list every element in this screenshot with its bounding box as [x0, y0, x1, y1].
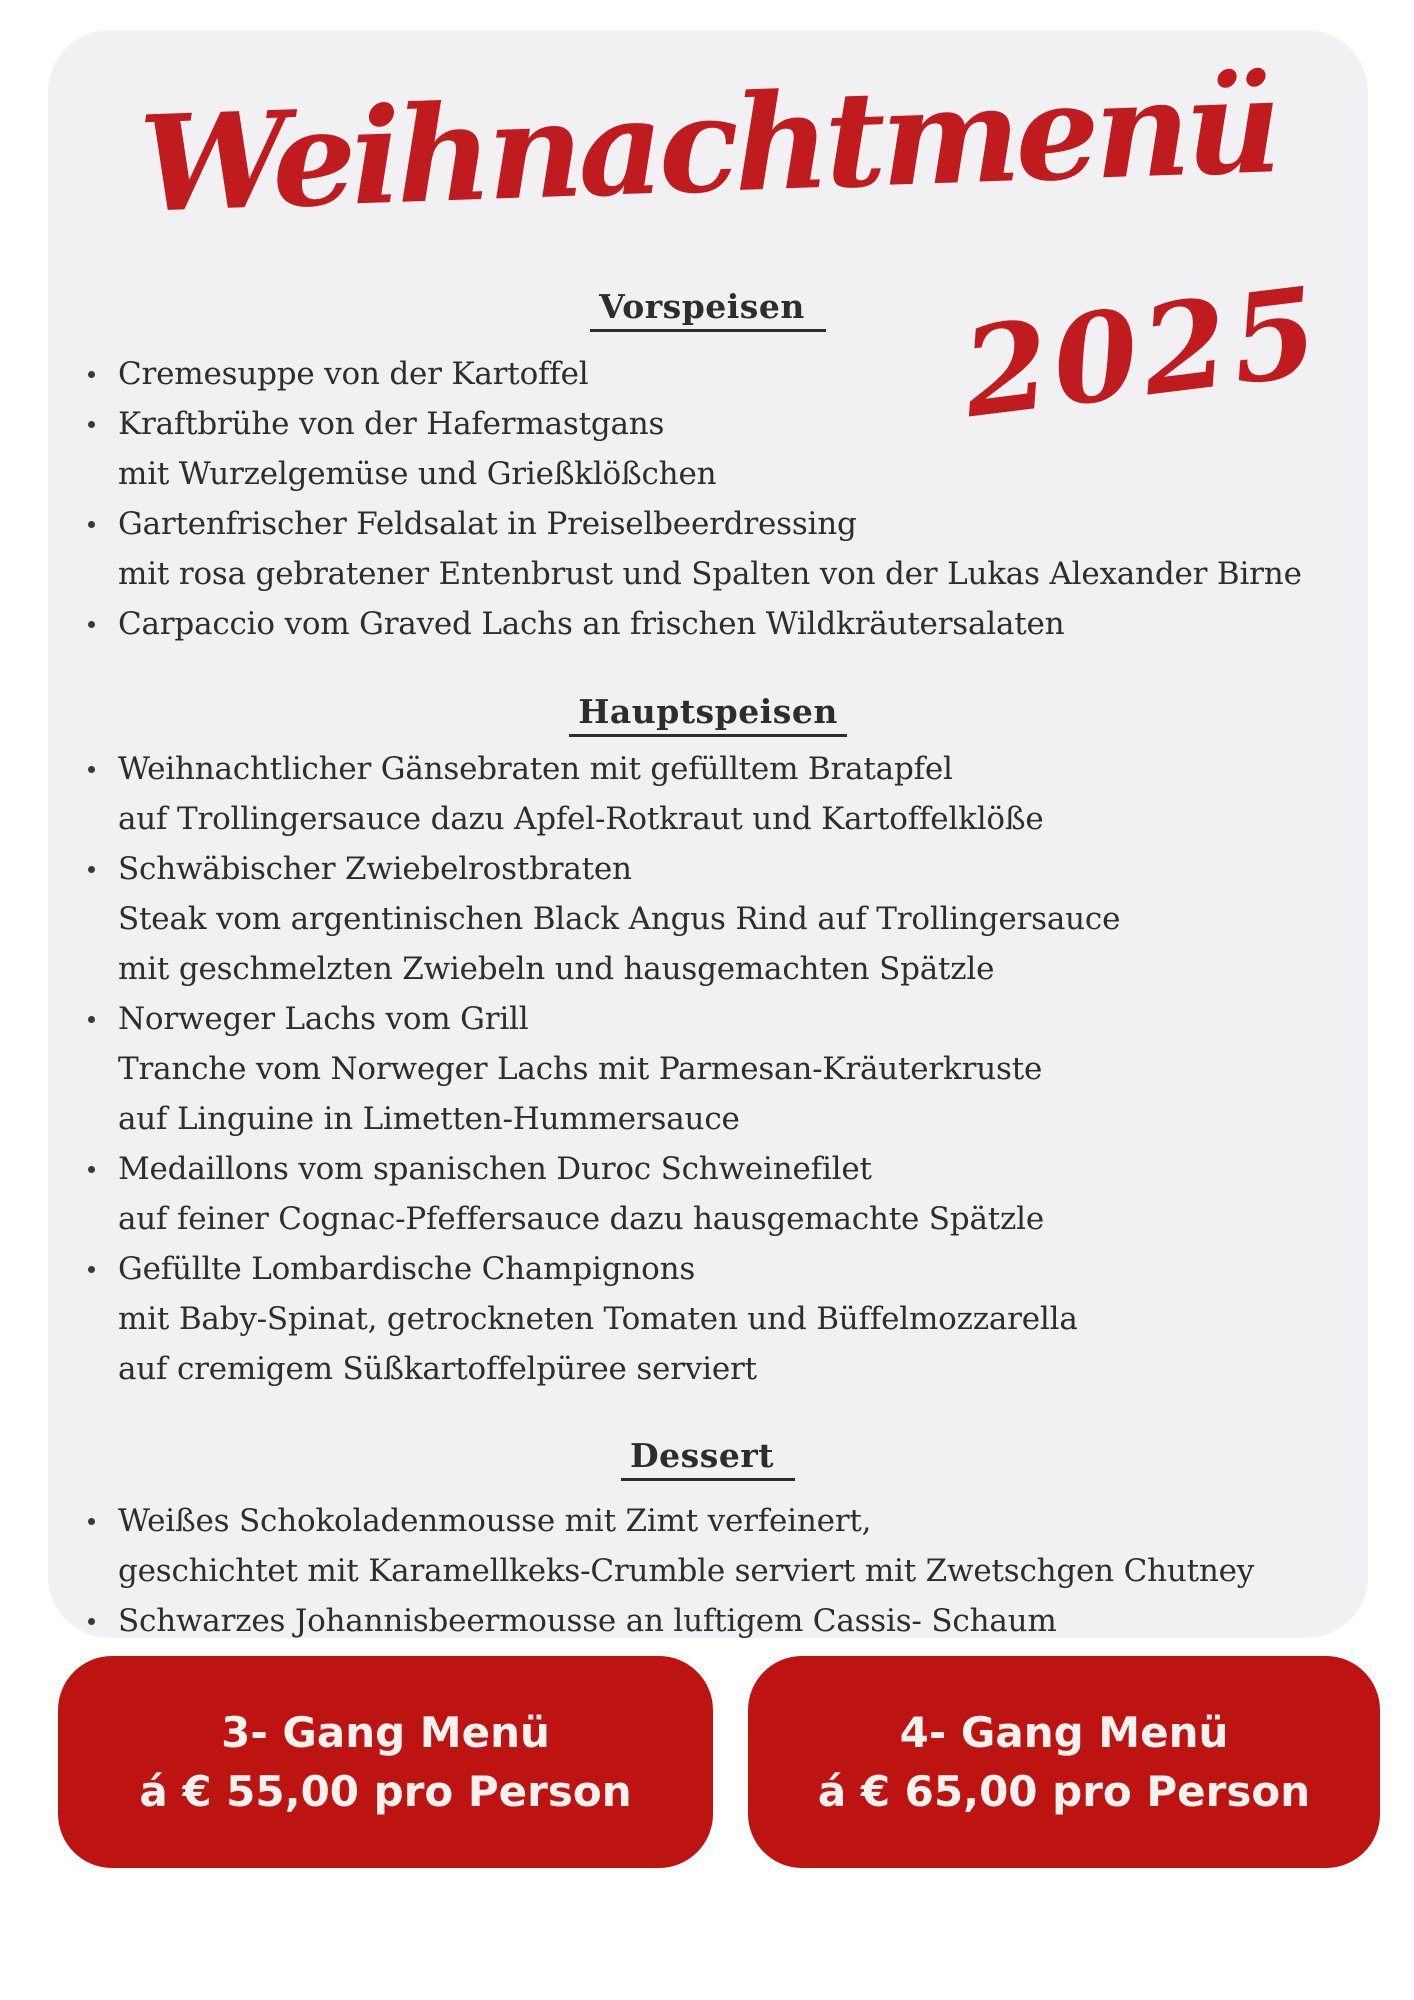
menu-item-continuation-line: Steak vom argentinischen Black Angus Rind auf Trollingersauce — [118, 901, 1121, 937]
menu-title: Weihnachtmenü — [137, 48, 1279, 243]
menu-item-continuation-line: Tranche vom Norweger Lachs mit Parmesan-Kräuterkruste — [118, 1051, 1043, 1087]
three-course-menu-label: 3- Gang Menü — [221, 1708, 550, 1757]
menu-item — [118, 1244, 1368, 1394]
section-title-vorspeisen — [48, 288, 1368, 332]
hauptspeisen-list — [48, 744, 1368, 1394]
menu-item-continuation-line: mit geschmelzten Zwiebeln und hausgemachten Spätzle — [118, 951, 995, 987]
section-dessert — [48, 1437, 1368, 1646]
menu-item-line: Kraftbrühe von der Hafermastgans — [118, 399, 1368, 449]
menu-item-line: Medaillons vom spanischen Duroc Schweinefilet — [118, 1144, 1368, 1194]
section-title-hauptspeisen — [48, 693, 1368, 737]
menu-item-continuation-line: auf Trollingersauce dazu Apfel-Rotkraut und Kartoffelklöße — [118, 801, 1044, 837]
menu-item-continuation-line: geschichtet mit Karamellkeks-Crumble serviert mit Zwetschgen Chutney — [118, 1553, 1255, 1589]
menu-item — [118, 499, 1368, 599]
four-course-menu-label: 4- Gang Menü — [899, 1708, 1229, 1757]
menu-item — [118, 1496, 1368, 1596]
menu-item — [118, 1144, 1368, 1244]
menu-item — [118, 744, 1368, 844]
section-hauptspeisen — [48, 693, 1368, 1394]
menu-item-line: Carpaccio vom Graved Lachs an frischen Wildkräutersalaten — [118, 599, 1368, 649]
section-title-text: Dessert — [621, 1437, 795, 1481]
menu-item-continuation-line: auf cremigem Süßkartoffelpüree serviert — [118, 1351, 757, 1387]
four-course-menu-button[interactable] — [748, 1656, 1380, 1868]
menu-item — [118, 399, 1368, 499]
menu-item-continuation-line: mit Wurzelgemüse und Grießklößchen — [118, 456, 717, 492]
menu-item-line: Gartenfrischer Feldsalat in Preiselbeerdressing — [118, 499, 1368, 549]
menu-item-line: Cremesuppe von der Kartoffel — [118, 349, 1368, 399]
section-vorspeisen — [48, 288, 1368, 649]
three-course-menu-price: á € 55,00 pro Person — [139, 1767, 632, 1816]
menu-item-line: Schwarzes Johannisbeermousse an luftigem Cassis- Schaum — [118, 1596, 1368, 1646]
section-title-text: Hauptspeisen — [569, 693, 847, 737]
section-title-text: Vorspeisen — [590, 288, 826, 332]
menu-item-line: Weihnachtlicher Gänsebraten mit gefülltem Bratapfel — [118, 744, 1368, 794]
menu-item-line: Gefüllte Lombardische Champignons — [118, 1244, 1368, 1294]
three-course-menu-button[interactable] — [58, 1656, 713, 1868]
menu-card — [48, 30, 1368, 1638]
menu-item — [118, 599, 1368, 649]
menu-item-line: Schwäbischer Zwiebelrostbraten — [118, 844, 1368, 894]
menu-year: 2025 — [955, 258, 1330, 446]
menu-item — [118, 349, 1368, 399]
menu-item — [118, 1596, 1368, 1646]
menu-item — [118, 994, 1368, 1144]
menu-item-continuation-line: mit rosa gebratener Entenbrust und Spalten von der Lukas Alexander Birne — [118, 556, 1302, 592]
menu-item-continuation-line: auf feiner Cognac-Pfeffersauce dazu hausgemachte Spätzle — [118, 1201, 1044, 1237]
four-course-menu-price: á € 65,00 pro Person — [817, 1767, 1311, 1816]
menu-item-continuation-line: auf Linguine in Limetten-Hummersauce — [118, 1101, 740, 1137]
section-title-dessert — [48, 1437, 1368, 1481]
menu-item-continuation-line: mit Baby-Spinat, getrockneten Tomaten und Büffelmozzarella — [118, 1301, 1078, 1337]
menu-item-line: Norweger Lachs vom Grill — [118, 994, 1368, 1044]
dessert-list — [48, 1496, 1368, 1646]
menu-item-line: Weißes Schokoladenmousse mit Zimt verfeinert, — [118, 1496, 1368, 1546]
vorspeisen-list — [48, 349, 1368, 649]
menu-item — [118, 844, 1368, 994]
